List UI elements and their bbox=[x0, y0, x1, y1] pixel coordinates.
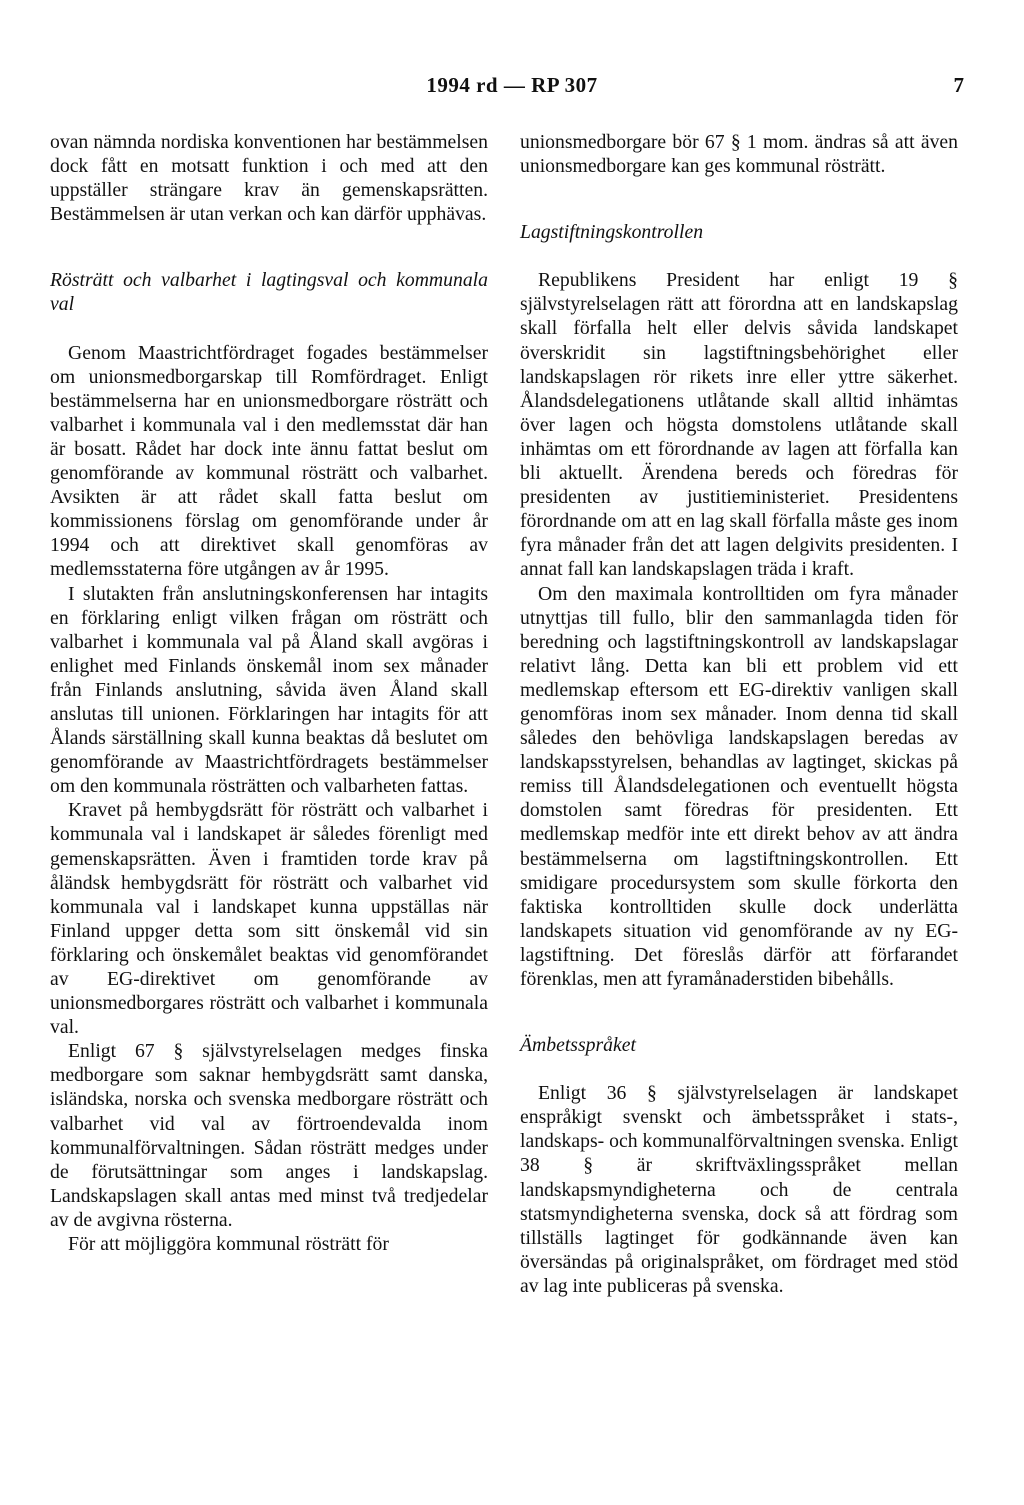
left-column bbox=[50, 130, 488, 1256]
paragraph: Enligt 67 § självstyrelselagen medges finska medborgare som saknar hembygdsrätt samt danska, isländska, norska och svenska medborgare rösträtt och valbarhet vid val av förtroendevalda inom kommunalförvaltningen. Sådan rösträtt medges under de förutsättningar som anges i landskapslag. Landskapslagen skall antas med minst två tredjedelar av de avgivna rösterna. bbox=[50, 1040, 488, 1231]
paragraph: unionsmedborgare bör 67 § 1 mom. ändras så att även unionsmedborgare kan ges kommunal rösträtt. bbox=[520, 131, 958, 178]
paragraph: För att möjliggöra kommunal rösträtt för bbox=[68, 1233, 389, 1256]
right-column bbox=[520, 130, 958, 1298]
paragraph: Kravet på hembygdsrätt för rösträtt och valbarhet i kommunala val i landskapet är således förenligt med gemenskapsrätten. Även i framtiden torde krav på åländsk hembygdsrätt för rösträtt och valbarhet vid kommunala val i landskapet kunna uppställas när Finland uppger detta som sitt önskemål vid sin förklaring och önskemålet beaktas vid genomförandet av EG-direktivet om genomförande av unionsmedborgares rösträtt och valbarhet i kommunala val. bbox=[50, 799, 488, 1039]
paragraph: Om den maximala kontrolltiden om fyra månader utnyttjas till fullo, blir den sammanlagda tiden för beredning och lagstiftningskontroll av landskapslagar relativt lång. Detta kan bli ett problem vid ett medlemskap eftersom ett EG-direktiv vanligen skall genomföras inom sex månader. Inom denna tid skall således den behövliga landskapslagen beredas av landskapsstyrelsen, behandlas av lagtinget, skickas på remiss till Ålandsdelegationen och eventuellt högsta domstolen samt föredras för presidenten. Ett medlemskap medför inte ett direkt behov av att ändra bestämmelserna om lagstiftningskontrollen. Ett smidigare procedursystem som skulle förkorta den faktiska kontrolltiden skulle dock underlätta landskapets situation vid genomförande av ny EG-lagstiftning. Det föreslås därför att förfarandet förenklas, men att fyramånaderstiden bibehålls. bbox=[520, 582, 958, 990]
paragraph: I slutakten från anslutningskonferensen har intagits en förklaring enligt vilken frågan om rösträtt och valbarhet i kommunala val på Åland skall avgöras i enlighet med Finlands önskemål inom sex månader från Finlands anslutning, såvida även Åland skall anslutas till unionen. Förklaringen har intagits för att Ålands särställning skall kunna beaktas då beslutet om genomförande av Maastrichtfördragets bestämmelser om den kommunala rösträtten och valbarheten fattas. bbox=[50, 582, 488, 798]
paragraph: Enligt 36 § självstyrelselagen är landskapet enspråkigt svenskt och ämbetsspråket i stats-, landskaps- och kommunalförvaltningen svenska. Enligt 38 § är skriftväxlingsspråket mellan landskapsmyndigheterna och de centrala statsmyndigheterna svenska, dock så att fördrag som tillställs lagtinget för godkännande även kan översändas på originalspråket, om fördraget med stöd av lag inte publiceras på svenska. bbox=[520, 1082, 958, 1297]
section-heading: Lagstiftningskontrollen bbox=[520, 221, 704, 244]
running-header: 1994 rd — RP 307 bbox=[426, 73, 598, 97]
section-heading: Rösträtt och valbarhet i lagtingsval och kommunala val bbox=[50, 269, 488, 316]
section-heading: Ämbetsspråket bbox=[520, 1034, 636, 1057]
paragraph: Republikens President har enligt 19 § självstyrelselagen rätt att förordna att en landskapslag skall förfalla helt eller delvis såvida landskapet överskridit sin lagstiftningsbehörighet eller landskapslagen rör rikets inre eller yttre säkerhet. Ålandsdelegationens utlåtande skall alltid inhämtas över lagen och högsta domstolens utlåtande skall inhämtas om ett förordnande av lagen att förfalla kan bli aktuellt. Ärendena bereds och föredras för presidenten av justitieministeriet. Presidentens förordnande om att en lag skall förfalla måste ges inom fyra månader från det att lagen delgivits presidenten. I annat fall kan landskapslagen träda i kraft. bbox=[520, 269, 958, 581]
paragraph: ovan nämnda nordiska konventionen har bestämmelsen dock fått en motsatt funktion i och med att den uppställer strängare krav än gemenskapsrätten. Bestämmelsen är utan verkan och kan därför upphävas. bbox=[50, 131, 488, 226]
paragraph: Genom Maastrichtfördraget fogades bestämmelser om unionsmedborgarskap till Romfördraget. Enligt bestämmelserna har en unionsmedborgare rösträtt och valbarhet i kommunala val i den medlemsstat där han är bosatt. Rådet har dock inte ännu fattat beslut om genomförande av kommunal rösträtt och valbarhet. Avsikten är att rådet skall fatta beslut om kommissionens förslag om genomförande under år 1994 och att direktivet skall genomföras av medlemsstaterna före utgången av år 1995. bbox=[50, 341, 488, 581]
page-number: 7 bbox=[953, 73, 964, 97]
